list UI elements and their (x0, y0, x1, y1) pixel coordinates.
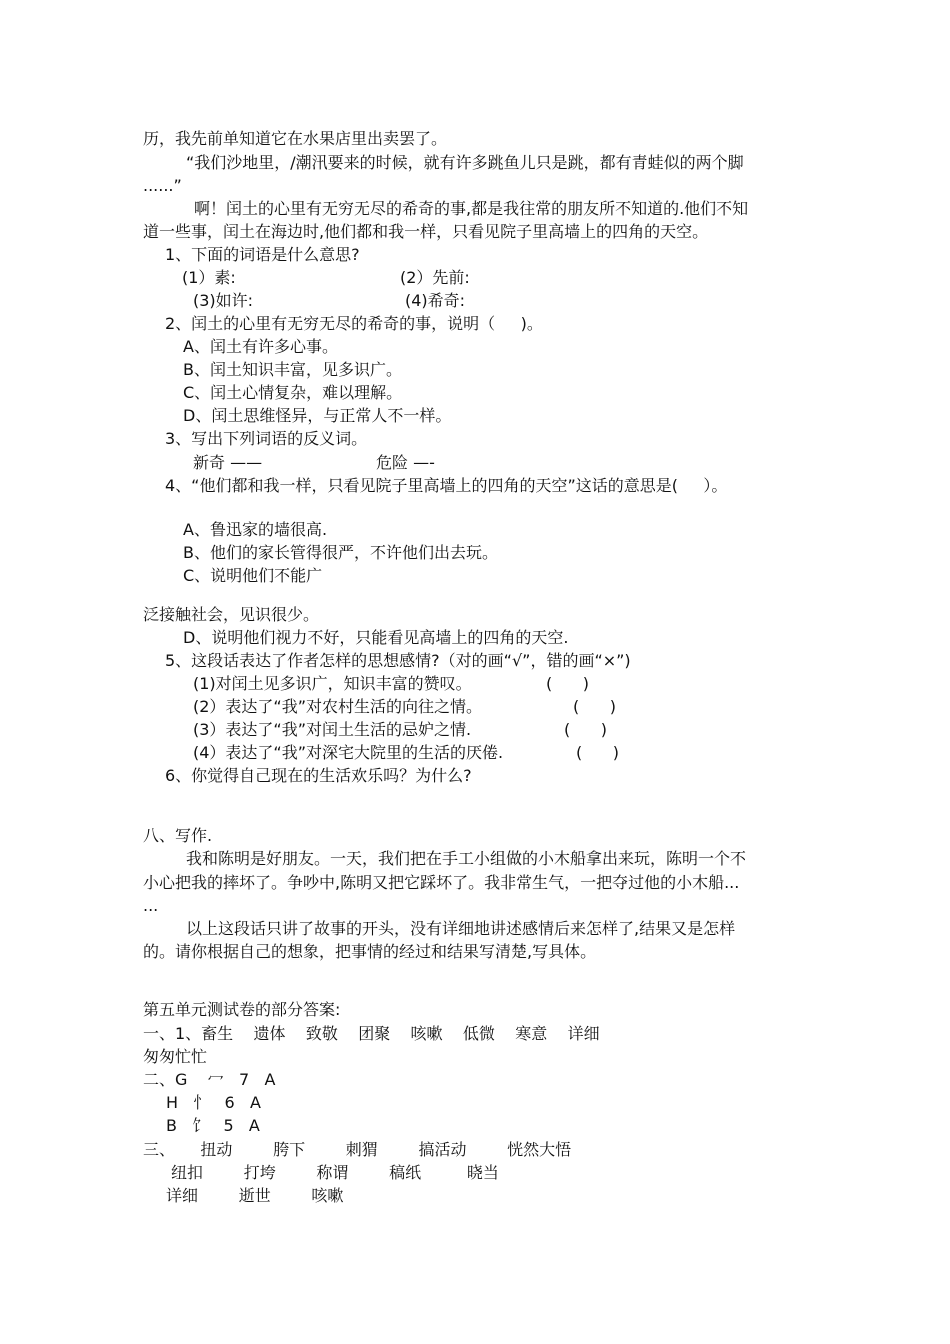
answers-heading: 第五单元测试卷的部分答案: (143, 1000, 341, 1019)
question-6-title: 6、你觉得自己现在的生活欢乐吗？为什么? (165, 766, 472, 785)
question-1-title: 1、下面的词语是什么意思? (165, 245, 360, 264)
question-3-item: 危险 —- (376, 453, 435, 472)
answer-parentheses: ( ) (546, 674, 589, 693)
answers-line: 详细 逝世 咳嗽 (166, 1186, 344, 1205)
question-5-title: 5、这段话表达了作者怎样的思想感情?（对的画“√”，错的画“×”) (165, 651, 631, 670)
question-2-option: D、闰土思维怪异，与正常人不一样。 (183, 406, 452, 425)
writing-line: 以上这段话只讲了故事的开头，没有详细地讲述感情后来怎样了,结果又是怎样 (186, 919, 736, 938)
passage-line: “我们沙地里，/潮汛要来的时候，就有许多跳鱼儿只是跳，都有青蛙似的两个脚 (186, 153, 744, 172)
writing-line: ... (143, 896, 159, 915)
question-1-item: (1）素: (182, 268, 236, 287)
answers-line: H 忄 6 A (166, 1093, 261, 1112)
answers-line: 三、 扭动 胯下 刺猬 搞活动 恍然大悟 (143, 1140, 572, 1159)
question-3-title: 3、写出下列词语的反义词。 (165, 429, 368, 448)
passage-line: 历，我先前单知道它在水果店里出卖罢了。 (143, 129, 448, 148)
question-1-item: (3)如许: (193, 291, 254, 310)
question-5-item: (4）表达了“我”对深宅大院里的生活的厌倦. (193, 743, 504, 762)
passage-line: 啊！闰土的心里有无穷无尽的希奇的事,都是我往常的朋友所不知道的.他们不知 (194, 199, 749, 218)
question-5-item: (1)对闰土见多识广，知识丰富的赞叹。 (193, 674, 472, 693)
answers-line: 二、G 冖 7 A (143, 1070, 276, 1089)
passage-line: ......” (143, 176, 182, 195)
question-4-option: A、鲁迅家的墙很高. (183, 520, 328, 539)
question-3-item: 新奇 —— (193, 453, 263, 472)
answers-line: 一、1、畜生 遗体 致敬 团聚 咳嗽 低微 寒意 详细 (143, 1024, 600, 1043)
question-2-title: 2、闰土的心里有无穷无尽的希奇的事，说明（ )。 (165, 314, 543, 333)
question-2-option: A、闰土有许多心事。 (183, 337, 338, 356)
writing-line: 我和陈明是好朋友。一天，我们把在手工小组做的小木船拿出来玩，陈明一个不 (186, 849, 747, 868)
question-4-title: 4、“他们都和我一样，只看见院子里高墙上的四角的天空”这话的意思是( ）。 (165, 476, 728, 495)
writing-line: 小心把我的摔坏了。争吵中,陈明又把它踩坏了。我非常生气，一把夺过他的小木船... (143, 873, 740, 892)
passage-line: 道一些事，闰土在海边时,他们都和我一样，只看见院子里高墙上的四角的天空。 (143, 222, 709, 241)
question-4-option: D、说明他们视力不好，只能看见高墙上的四角的天空. (183, 628, 569, 647)
section-heading-writing: 八、写作. (143, 826, 213, 845)
question-4-option: C、说明他们不能广 (183, 566, 323, 585)
question-1-item: (4)希奇: (405, 291, 466, 310)
question-4-option-continued: 泛接触社会，见识很少。 (143, 605, 320, 624)
question-2-option: C、闰土心情复杂，难以理解。 (183, 383, 403, 402)
writing-line: 的。请你根据自己的想象，把事情的经过和结果写清楚,写具体。 (143, 942, 597, 961)
answer-parentheses: ( ) (576, 743, 619, 762)
question-4-option: B、他们的家长管得很严，不许他们出去玩。 (183, 543, 498, 562)
answers-line: 匆匆忙忙 (143, 1047, 208, 1066)
question-5-item: (3）表达了“我”对闰土生活的忌妒之情. (193, 720, 472, 739)
answer-parentheses: ( ) (564, 720, 607, 739)
question-2-option: B、闰土知识丰富，见多识广。 (183, 360, 402, 379)
question-1-item: (2）先前: (400, 268, 470, 287)
answers-line: B 饣 5 A (166, 1116, 260, 1135)
question-5-item: (2）表达了“我”对农村生活的向往之情。 (193, 697, 483, 716)
answers-line: 纽扣 打垮 称谓 稿纸 晓当 (171, 1163, 499, 1182)
answer-parentheses: ( ) (573, 697, 616, 716)
